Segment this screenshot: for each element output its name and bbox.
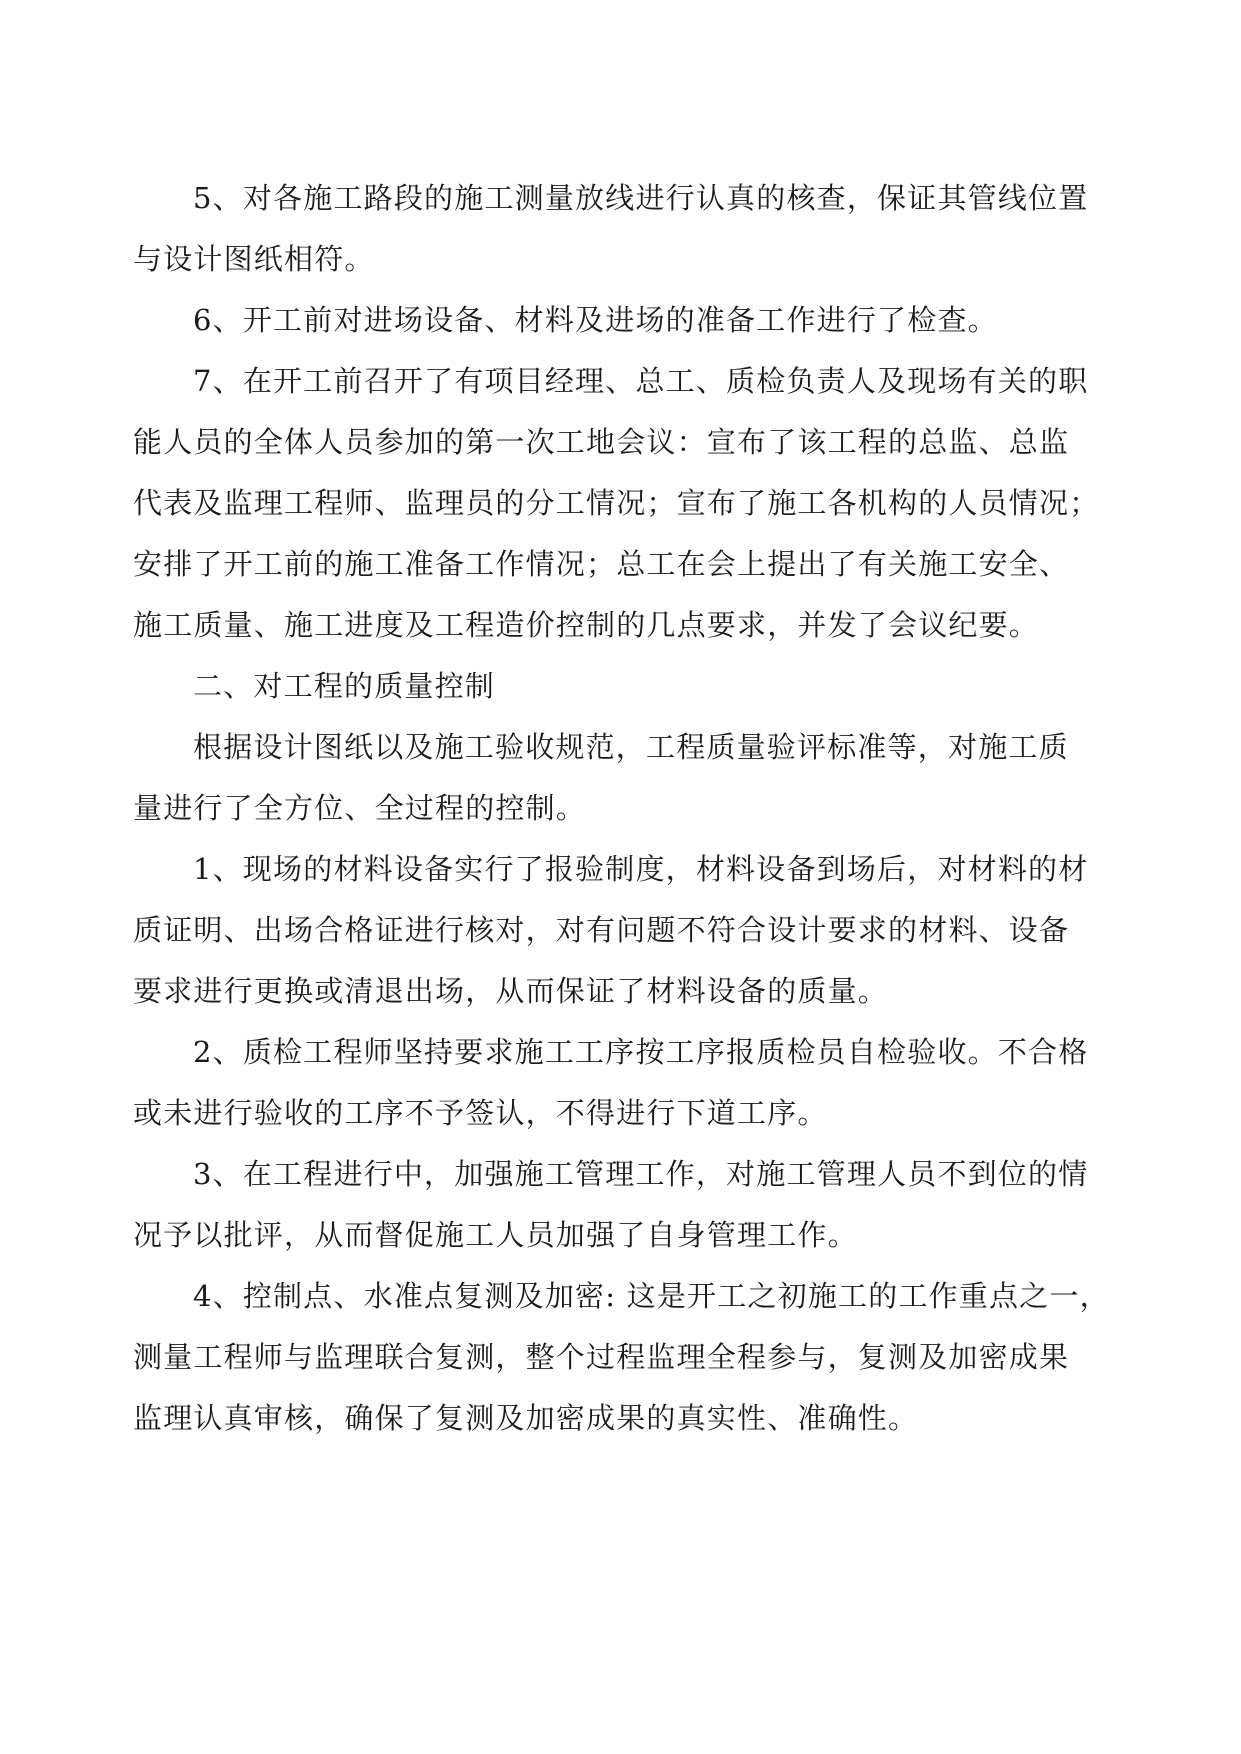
- paragraph-quality-4: 4、控制点、水准点复测及加密: 这是开工之初施工的工作重点之一， 测量工程师与监理联合复测，整个过程监理全程参与，复测及加密成果 监理认真审核，确保了复测及加密成果的真实性、准确性。: [133, 1279, 1110, 1435]
- paragraph-item-7: 7、在开工前召开了有项目经理、总工、质检负责人及现场有关的职 能人员的全体人员参加的第一次工地会议：宣布了该工程的总监、总监 代表及监理工程师、监理员的分工情况；宣布了施工各机构的人员情况； 安排了开工前的施工准备工作情况；总工在会上提出了有关施工安全、 施工质量、施工进度及工程造价控制的几点要求，并发了会议纪要。: [133, 364, 1100, 642]
- paragraph-quality-intro: 根据设计图纸以及施工验收规范，工程质量验评标准等，对施工质 量进行了全方位、全过程的控制。: [133, 730, 1069, 825]
- document-body: [133, 168, 1118, 1449]
- section-heading-quality-control: 二、对工程的质量控制: [193, 669, 496, 703]
- paragraph-item-6: 6、开工前对进场设备、材料及进场的准备工作进行了检查。: [193, 303, 998, 337]
- paragraph-quality-3: 3、在工程进行中，加强施工管理工作，对施工管理人员不到位的情 况予以批评，从而督促施工人员加强了自身管理工作。: [133, 1157, 1089, 1252]
- paragraph-quality-1: 1、现场的材料设备实行了报验制度，材料设备到场后，对材料的材 质证明、出场合格证进行核对，对有问题不符合设计要求的材料、设备 要求进行更换或清退出场，从而保证了材料设备的质量。: [133, 852, 1089, 1008]
- paragraph-quality-2: 2、质检工程师坚持要求施工工序按工序报质检员自检验收。不合格 或未进行验收的工序不予签认，不得进行下道工序。: [133, 1035, 1089, 1130]
- paragraph-item-5: 5、对各施工路段的施工测量放线进行认真的核查，保证其管线位置 与设计图纸相符。: [133, 181, 1089, 276]
